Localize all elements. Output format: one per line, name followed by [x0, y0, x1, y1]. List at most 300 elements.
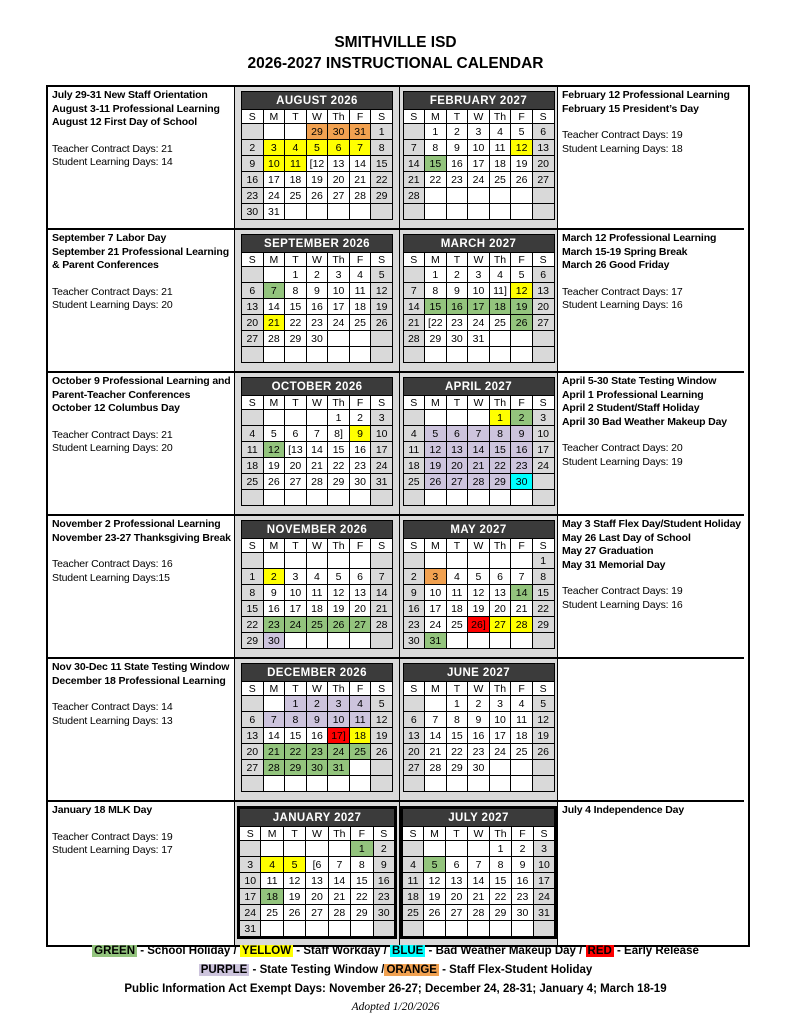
date-cell [532, 204, 554, 220]
note-event-line: July 29-31 New Staff Orientation [52, 89, 208, 101]
date-cell [263, 267, 285, 283]
date-cell: 25 [446, 617, 468, 633]
note-stat-line: Teacher Contract Days: 14 [52, 701, 173, 713]
date-cell: 23 [242, 188, 264, 204]
day-header-cell: M [425, 539, 447, 553]
date-cell [446, 490, 468, 506]
day-header-cell: S [371, 253, 393, 267]
date-row [242, 760, 393, 776]
date-cell: 18 [285, 172, 307, 188]
left-note-4 [48, 516, 235, 659]
day-header-cell: S [402, 827, 424, 841]
date-row [403, 744, 554, 760]
date-cell: 7 [403, 283, 425, 299]
date-cell [446, 921, 468, 938]
date-row [403, 267, 554, 283]
date-cell: 22 [328, 458, 350, 474]
date-cell: 15 [285, 728, 307, 744]
date-cell: 25 [511, 744, 533, 760]
date-cell: 26 [371, 744, 393, 760]
date-cell: 19 [532, 728, 554, 744]
day-header-cell: F [511, 682, 533, 696]
date-cell: 23 [446, 315, 468, 331]
date-row [242, 124, 393, 140]
day-header-cell: Th [489, 253, 511, 267]
date-cell [242, 124, 264, 140]
date-cell: 20 [446, 458, 468, 474]
date-cell: 5 [263, 426, 285, 442]
date-cell [532, 760, 554, 776]
date-cell: 5 [371, 267, 393, 283]
date-row [242, 267, 393, 283]
date-cell: 22 [371, 172, 393, 188]
date-cell [285, 633, 307, 649]
date-row [242, 283, 393, 299]
legend-line-1 [0, 942, 791, 961]
date-cell: 16 [373, 873, 395, 889]
date-cell: 13 [242, 728, 264, 744]
date-cell: 24 [371, 458, 393, 474]
date-cell [424, 841, 446, 857]
date-cell [306, 204, 328, 220]
date-cell: 21 [468, 889, 490, 905]
date-cell: 29 [285, 331, 307, 347]
date-cell [532, 633, 554, 649]
day-header-cell: W [306, 110, 328, 124]
date-cell [242, 696, 264, 712]
date-cell: 8 [371, 140, 393, 156]
date-cell [446, 841, 468, 857]
date-cell: 30 [263, 633, 285, 649]
date-cell: 21 [371, 601, 393, 617]
date-cell [402, 841, 424, 857]
date-row [242, 315, 393, 331]
date-cell: 24 [285, 617, 307, 633]
date-cell: 21 [403, 172, 425, 188]
date-cell: 26 [306, 188, 328, 204]
date-cell: 21 [263, 744, 285, 760]
date-cell: 7 [263, 712, 285, 728]
date-cell: 4 [446, 569, 468, 585]
day-header-row [242, 539, 393, 553]
day-header-cell: T [285, 539, 307, 553]
note-stat-line: Teacher Contract Days: 19 [562, 129, 683, 141]
date-cell: 15 [371, 156, 393, 172]
date-cell: 4 [403, 426, 425, 442]
date-cell: 3 [263, 140, 285, 156]
date-cell: 18 [403, 458, 425, 474]
note-stat-line: Teacher Contract Days: 17 [562, 285, 683, 298]
month-calendar-november-2026 [241, 520, 393, 649]
day-header-cell: F [349, 396, 371, 410]
day-header-row [403, 682, 554, 696]
calendar-cell [400, 373, 558, 516]
date-row [403, 474, 554, 490]
date-cell: 20 [285, 458, 307, 474]
date-cell [468, 553, 490, 569]
calendar-title: 2026-2027 INSTRUCTIONAL CALENDAR [247, 55, 544, 72]
date-cell: 27 [285, 474, 307, 490]
date-cell: 23 [306, 744, 328, 760]
date-cell: 25 [402, 905, 424, 921]
date-cell: 10 [425, 585, 447, 601]
date-row [403, 315, 554, 331]
legend-swatch-purple: PURPLE [200, 964, 248, 976]
date-cell: 11 [261, 873, 283, 889]
date-cell: 12 [328, 585, 350, 601]
date-cell [490, 921, 512, 938]
date-cell: 14 [468, 442, 490, 458]
date-cell: 21 [263, 315, 285, 331]
date-cell: 2 [263, 569, 285, 585]
date-cell: 26 [328, 617, 350, 633]
date-cell [511, 760, 533, 776]
day-header-cell: T [446, 539, 468, 553]
date-cell: 11 [285, 156, 307, 172]
date-cell [402, 921, 424, 938]
date-cell [261, 921, 283, 938]
date-row [242, 744, 393, 760]
date-cell [371, 776, 393, 792]
month-calendar-september-2026 [241, 234, 393, 363]
date-cell: 14 [511, 585, 533, 601]
date-row [402, 857, 556, 873]
note-gap [52, 545, 231, 558]
month-calendar-october-2026 [241, 377, 393, 506]
note-event-line: March 26 Good Friday [562, 259, 670, 271]
day-header-cell: F [349, 539, 371, 553]
day-header-cell: Th [328, 396, 350, 410]
month-header-row [403, 378, 554, 396]
date-cell: 4 [285, 140, 307, 156]
date-cell: 10 [328, 283, 350, 299]
date-cell: 1 [446, 696, 468, 712]
date-cell: 27 [446, 905, 468, 921]
date-cell: 28 [403, 188, 425, 204]
date-cell: 1 [532, 553, 554, 569]
day-header-cell: Th [328, 253, 350, 267]
legend-exempt-days: Public Information Act Exempt Days: November 26-27; December 24, 28-31; January 4; March 18-19 [124, 983, 667, 995]
date-cell: 15 [532, 585, 554, 601]
right-note-5 [558, 659, 744, 802]
legend-text: - Staff Workday / [293, 945, 391, 957]
date-cell: 21 [425, 744, 447, 760]
date-cell: 9 [512, 857, 534, 873]
day-header-cell: Th [328, 110, 350, 124]
note-stat-line: Student Learning Days: 16 [562, 598, 683, 611]
day-header-cell: M [425, 110, 447, 124]
date-cell: 9 [373, 857, 395, 873]
date-cell: 4 [306, 569, 328, 585]
date-cell: 20 [403, 744, 425, 760]
date-cell: 2 [446, 267, 468, 283]
date-row [402, 889, 556, 905]
date-cell: 27 [349, 617, 371, 633]
date-cell: 26 [511, 315, 533, 331]
day-header-cell: Th [328, 682, 350, 696]
month-calendar-february-2027 [403, 91, 555, 220]
date-cell: 15 [489, 442, 511, 458]
date-cell [511, 347, 533, 363]
date-cell: 9 [306, 283, 328, 299]
note-stat-line: Teacher Contract Days: 21 [52, 142, 173, 155]
date-cell: 20 [532, 156, 554, 172]
date-cell: 25 [489, 172, 511, 188]
day-header-cell: F [511, 253, 533, 267]
day-header-cell: S [371, 539, 393, 553]
left-note-5 [48, 659, 235, 802]
date-row [403, 617, 554, 633]
date-cell: 30 [328, 124, 350, 140]
date-cell: 19 [283, 889, 305, 905]
month-title: JANUARY 2027 [239, 808, 396, 827]
note-stat-line: Student Learning Days: 17 [52, 844, 173, 856]
date-cell [403, 410, 425, 426]
date-cell: 5 [511, 267, 533, 283]
date-cell [306, 921, 328, 938]
day-header-cell: F [351, 827, 373, 841]
date-cell: 8 [446, 712, 468, 728]
date-cell: 16 [403, 601, 425, 617]
day-header-row [242, 253, 393, 267]
day-header-cell: W [468, 253, 490, 267]
day-header-cell: T [446, 682, 468, 696]
date-cell: 26 [532, 744, 554, 760]
date-cell [285, 124, 307, 140]
date-cell: 13 [242, 299, 264, 315]
date-cell: 25 [261, 905, 283, 921]
date-cell: 16 [512, 873, 534, 889]
day-header-row [403, 253, 554, 267]
date-cell [285, 410, 307, 426]
date-cell: 24 [425, 617, 447, 633]
date-cell: 28 [263, 760, 285, 776]
date-cell [349, 331, 371, 347]
date-row [403, 760, 554, 776]
date-cell [425, 490, 447, 506]
date-cell: 14 [403, 299, 425, 315]
date-row [242, 458, 393, 474]
date-cell [242, 347, 264, 363]
date-cell: 17 [532, 442, 554, 458]
day-header-cell: Th [489, 539, 511, 553]
day-header-cell: F [349, 253, 371, 267]
date-cell: 10 [468, 283, 490, 299]
day-header-row [403, 110, 554, 124]
month-title: JUNE 2027 [403, 664, 554, 682]
date-cell: 3 [425, 569, 447, 585]
date-cell [532, 347, 554, 363]
date-cell [349, 204, 371, 220]
date-row [403, 569, 554, 585]
date-cell: 30 [349, 474, 371, 490]
day-header-cell: S [242, 396, 264, 410]
date-cell: 17 [328, 299, 350, 315]
day-header-cell: S [532, 396, 554, 410]
date-cell: 10 [468, 140, 490, 156]
date-cell: 26 [424, 905, 446, 921]
date-cell: 7 [263, 283, 285, 299]
date-cell [532, 331, 554, 347]
date-cell: 16 [349, 442, 371, 458]
date-cell: 24 [263, 188, 285, 204]
date-cell: 11 [446, 585, 468, 601]
date-cell: 12 [371, 712, 393, 728]
date-cell: 30 [468, 760, 490, 776]
date-cell: 19 [306, 172, 328, 188]
date-cell: 19 [424, 889, 446, 905]
day-header-cell: F [512, 827, 534, 841]
date-cell [403, 267, 425, 283]
legend-text: - Staff Flex-Student Holiday [438, 964, 593, 976]
legend-text: - School Holiday / [137, 945, 240, 957]
date-row [403, 633, 554, 649]
date-cell: 2 [511, 410, 533, 426]
date-row [242, 776, 393, 792]
note-event-line: August 12 First Day of School [52, 116, 198, 128]
date-cell: 22 [490, 889, 512, 905]
date-cell: 29 [446, 760, 468, 776]
note-stat-line: Student Learning Days: 19 [562, 455, 683, 468]
date-cell: 31 [349, 124, 371, 140]
date-cell: 17 [489, 728, 511, 744]
date-cell: 17 [285, 601, 307, 617]
date-cell: 15 [446, 728, 468, 744]
date-cell [242, 776, 264, 792]
day-header-row [403, 396, 554, 410]
date-cell [371, 633, 393, 649]
date-cell [285, 776, 307, 792]
date-cell: 5 [468, 569, 490, 585]
date-cell: 28 [349, 188, 371, 204]
date-cell: 14 [306, 442, 328, 458]
date-cell [489, 633, 511, 649]
date-cell [468, 633, 490, 649]
date-cell: 6 [446, 857, 468, 873]
day-header-cell: M [263, 539, 285, 553]
date-cell: 23 [403, 617, 425, 633]
date-cell [468, 921, 490, 938]
date-row [403, 204, 554, 220]
date-cell: [6 [306, 857, 328, 873]
date-cell [468, 410, 490, 426]
date-row [242, 299, 393, 315]
date-row [239, 873, 396, 889]
date-cell: 3 [468, 124, 490, 140]
date-cell: 3 [489, 696, 511, 712]
date-cell: 24 [468, 172, 490, 188]
date-cell: 16 [446, 299, 468, 315]
date-cell: 5 [283, 857, 305, 873]
note-event-line: Parent-Teacher Conferences [52, 388, 191, 401]
date-cell: 26 [371, 315, 393, 331]
date-cell: 9 [242, 156, 264, 172]
date-row [242, 728, 393, 744]
date-row [242, 585, 393, 601]
date-cell [371, 347, 393, 363]
date-cell: 20 [328, 172, 350, 188]
date-cell [489, 204, 511, 220]
date-cell: 18 [511, 728, 533, 744]
date-cell: 16 [468, 728, 490, 744]
month-header-row [403, 521, 554, 539]
month-title: MAY 2027 [403, 521, 554, 539]
day-header-cell: M [263, 396, 285, 410]
date-cell [283, 921, 305, 938]
date-cell: 5 [532, 696, 554, 712]
month-calendar-july-2027 [400, 806, 557, 939]
date-cell: 28 [468, 905, 490, 921]
date-cell [425, 188, 447, 204]
date-cell: 6 [403, 712, 425, 728]
date-cell [306, 347, 328, 363]
date-cell: 8 [490, 857, 512, 873]
day-header-cell: Th [489, 396, 511, 410]
date-row [403, 553, 554, 569]
date-cell [403, 776, 425, 792]
note-stat-line: Student Learning Days: 13 [52, 714, 173, 727]
date-cell: 17] [328, 728, 350, 744]
date-row [403, 442, 554, 458]
date-cell [306, 410, 328, 426]
date-cell [306, 553, 328, 569]
date-row [403, 140, 554, 156]
note-gap [562, 429, 741, 442]
date-cell: 6 [349, 569, 371, 585]
date-cell [446, 347, 468, 363]
date-row [242, 696, 393, 712]
date-row [239, 841, 396, 857]
date-cell: 14 [263, 299, 285, 315]
date-cell: 12 [263, 442, 285, 458]
date-cell: 22 [425, 172, 447, 188]
date-cell [328, 331, 350, 347]
date-cell: 25 [285, 188, 307, 204]
date-cell [489, 331, 511, 347]
date-cell [532, 490, 554, 506]
day-header-cell: W [306, 539, 328, 553]
date-cell: 5 [371, 696, 393, 712]
date-cell: 24 [239, 905, 261, 921]
date-cell: 9 [446, 283, 468, 299]
date-cell: 15 [328, 442, 350, 458]
date-cell: 30 [242, 204, 264, 220]
day-header-cell: F [349, 682, 371, 696]
date-row [403, 299, 554, 315]
date-cell [468, 776, 490, 792]
date-cell: 29 [328, 474, 350, 490]
date-cell: 14 [349, 156, 371, 172]
date-row [242, 712, 393, 728]
date-cell [328, 204, 350, 220]
date-cell: 5 [328, 569, 350, 585]
date-row [403, 458, 554, 474]
date-cell [349, 553, 371, 569]
date-cell: 1 [371, 124, 393, 140]
note-gap [52, 688, 231, 701]
day-header-cell: Th [328, 539, 350, 553]
date-cell: 27 [328, 188, 350, 204]
date-cell: 7 [425, 712, 447, 728]
date-cell: 8 [489, 426, 511, 442]
date-cell: 5 [511, 124, 533, 140]
date-cell: 31 [263, 204, 285, 220]
date-cell: 13 [489, 585, 511, 601]
date-cell [489, 188, 511, 204]
date-cell: 22 [351, 889, 373, 905]
date-cell [263, 410, 285, 426]
date-cell: 16 [306, 299, 328, 315]
